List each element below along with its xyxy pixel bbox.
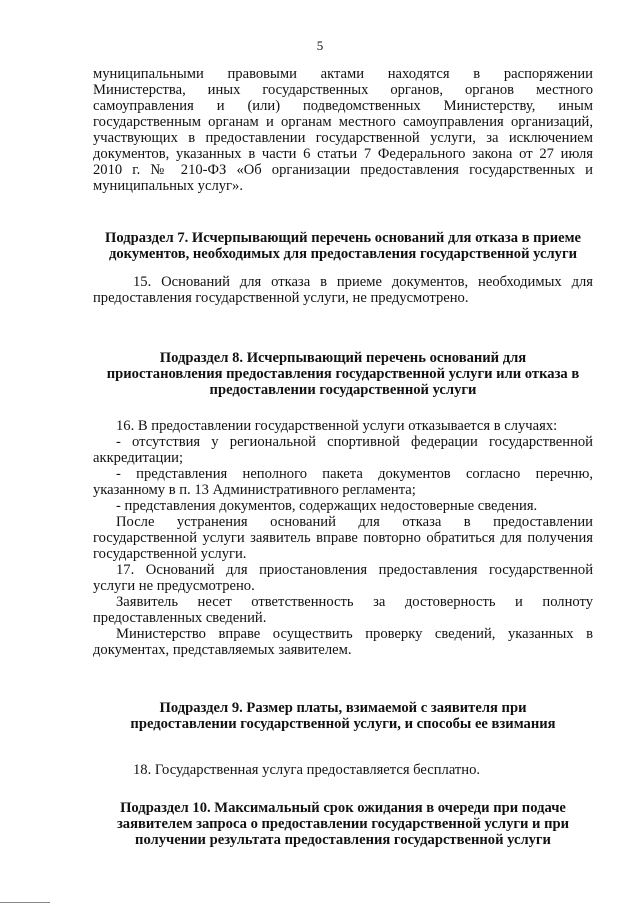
text-line: Заявитель несет ответственность за достоверность и полноту <box>116 594 593 610</box>
paragraph-16-17 <box>93 418 593 658</box>
heading-line: предоставлении государственной услуги <box>209 382 477 398</box>
text-line: документах, представляемых заявителем. <box>93 642 352 658</box>
text-line: услуги не предусмотрено. <box>93 578 255 594</box>
text-line: - представления документов, содержащих недостоверные сведения. <box>116 498 538 514</box>
paragraph-18 <box>93 762 593 778</box>
heading-line: документов, необходимых для предоставления государственной услуги <box>109 246 577 262</box>
heading-line: приостановления предоставления государственной услуги или отказа в <box>106 366 580 382</box>
heading-subsection-10 <box>93 800 593 848</box>
text-line: предоставленных сведений. <box>93 610 267 626</box>
heading-subsection-8 <box>93 350 593 398</box>
heading-line: Подраздел 10. Максимальный срок ожидания в очереди при подаче <box>120 800 566 816</box>
text-line: указанному в п. 13 Административного регламента; <box>93 482 416 498</box>
text-line: 2010 г. № 210-ФЗ «Об организации предоставления государственных и <box>93 162 593 178</box>
text-line: аккредитации; <box>93 450 183 466</box>
text-line: участвующих в предоставлении государственной услуги, за исключением <box>93 130 593 146</box>
heading-line: предоставлении государственной услуги, и способы ее взимания <box>130 716 556 732</box>
text-line: 16. В предоставлении государственной услуги отказывается в случаях: <box>116 418 558 434</box>
text-line: предоставления государственной услуги, не предусмотрено. <box>93 290 469 306</box>
text-line: 15. Оснований для отказа в приеме документов, необходимых для <box>133 274 593 290</box>
text-line: - представления неполного пакета документов согласно перечню, <box>116 466 593 482</box>
text-line: Министерства, иных государственных органов, органов местного <box>93 82 593 98</box>
text-line: государственной услуги. <box>93 546 247 562</box>
heading-line: Подраздел 8. Исчерпывающий перечень оснований для <box>159 350 527 366</box>
heading-line: Подраздел 7. Исчерпывающий перечень оснований для отказа в приеме <box>105 230 581 246</box>
page-number: 5 <box>316 38 324 53</box>
heading-line: получении результата предоставления государственной услуги <box>135 832 551 848</box>
page-edge-line <box>0 902 50 903</box>
text-line: документов, указанных в части 6 статьи 7 Федерального закона от 27 июля <box>93 146 593 162</box>
heading-subsection-7 <box>93 230 593 262</box>
heading-line: заявителем запроса о предоставлении государственной услуги и при <box>116 816 570 832</box>
text-line: 18. Государственная услуга предоставляется бесплатно. <box>133 762 481 778</box>
text-line: муниципальных услуг». <box>93 178 243 194</box>
heading-subsection-9 <box>93 700 593 732</box>
text-line: государственным органам и органам местного самоуправления организаций, <box>93 114 593 130</box>
text-line: 17. Оснований для приостановления предоставления государственной <box>116 562 593 578</box>
text-line: Министерство вправе осуществить проверку сведений, указанных в <box>116 626 593 642</box>
heading-line: Подраздел 9. Размер платы, взимаемой с заявителя при <box>159 700 527 716</box>
text-line: государственной услуги заявитель вправе повторно обратиться для получения <box>93 530 593 546</box>
text-line: - отсутствия у региональной спортивной федерации государственной <box>116 434 593 450</box>
text-line: муниципальными правовыми актами находятся в распоряжении <box>93 66 593 82</box>
text-line: самоуправления и (или) подведомственных Министерству, иным <box>93 98 593 114</box>
paragraph-15 <box>93 274 593 306</box>
paragraph-intro <box>93 66 593 194</box>
text-line: После устранения оснований для отказа в предоставлении <box>116 514 593 530</box>
